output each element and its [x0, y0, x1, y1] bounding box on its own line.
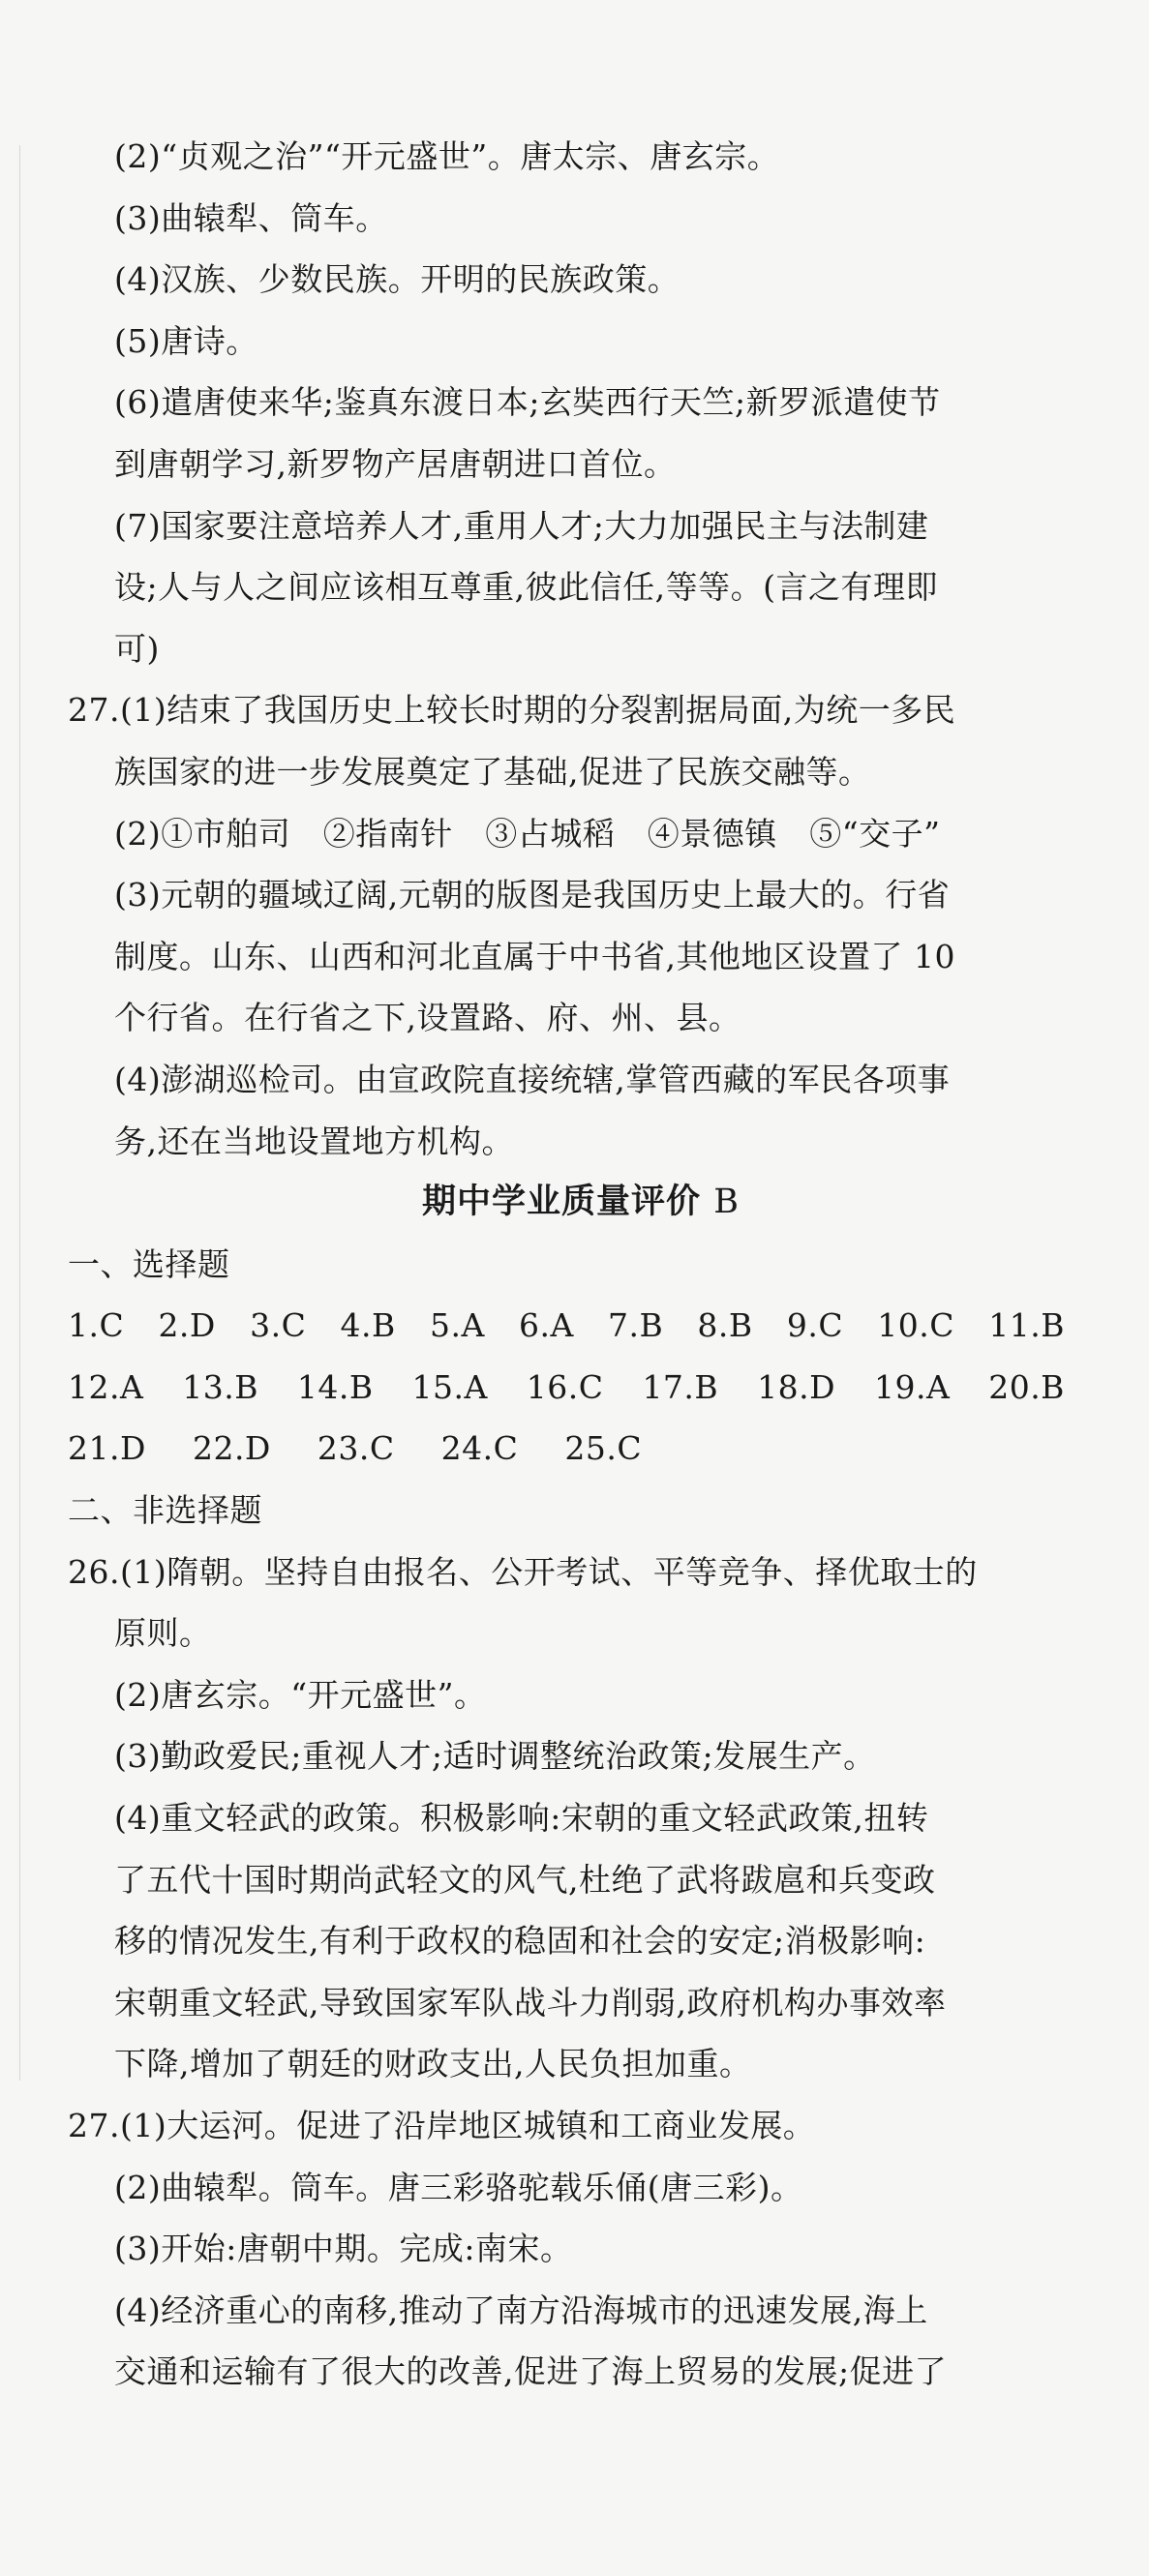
answer-item: 11.B: [988, 1306, 1065, 1345]
text-line: 下降,增加了朝廷的财政支出,人民负担加重。: [114, 2045, 752, 2083]
section-heading-nonchoice: 二、非选择题: [68, 1491, 262, 1530]
answer-item: 10.C: [877, 1306, 955, 1345]
answer-item: 12.A: [68, 1367, 144, 1406]
text-line: 到唐朝学习,新罗物产居唐朝进口首位。: [114, 444, 677, 483]
text-line: 原则。: [114, 1614, 212, 1653]
text-line: 宋朝重文轻武,导致国家军队战斗力削弱,政府机构办事效率: [114, 1983, 947, 2022]
text-line: (2)“贞观之治”“开元盛世”。唐太宗、唐玄宗。: [114, 137, 780, 175]
text-line: 可): [114, 629, 160, 668]
text-line: (4)经济重心的南移,推动了南方沿海城市的迅速发展,海上: [114, 2291, 928, 2329]
answer-item: 16.C: [526, 1367, 604, 1406]
answer-item: 13.B: [182, 1367, 258, 1406]
text-line: (2)曲辕犁。筒车。唐三彩骆驼载乐俑(唐三彩)。: [114, 2168, 803, 2206]
question-27-start: 27.(1)结束了我国历史上较长时期的分裂割据局面,为统一多民: [68, 691, 956, 730]
text-line: (4)重文轻武的政策。积极影响:宋朝的重文轻武政策,扭转: [114, 1799, 929, 1838]
answer-item: 21.D: [68, 1429, 146, 1468]
answers-row-2: [68, 1357, 1094, 1419]
section-heading-choice: 一、选择题: [68, 1244, 230, 1283]
question-27-start: 27.(1)大运河。促进了沿岸地区城镇和工商业发展。: [68, 2107, 816, 2144]
answer-item: 24.C: [440, 1429, 519, 1468]
text-line: (7)国家要注意培养人才,重用人才;大力加强民主与法制建: [114, 506, 929, 545]
answer-item: 6.A: [518, 1306, 574, 1345]
page-edge-line: [19, 145, 20, 2081]
text-line: 务,还在当地设置地方机构。: [114, 1122, 514, 1160]
text-line: (5)唐诗。: [114, 321, 258, 360]
answer-item: 14.B: [296, 1367, 374, 1406]
answers-row-1: [68, 1295, 1094, 1357]
answer-item: 18.D: [757, 1367, 836, 1406]
answer-item: 22.D: [192, 1429, 271, 1468]
text-line: (2)唐玄宗。“开元盛世”。: [114, 1675, 487, 1714]
text-line: (6)遣唐使来华;鉴真东渡日本;玄奘西行天竺;新罗派遣使节: [114, 383, 941, 422]
section-title-text: 期中学业质量评价: [422, 1183, 702, 1222]
text-line: (3)开始:唐朝中期。完成:南宋。: [114, 2230, 573, 2268]
answer-item: 20.B: [988, 1367, 1065, 1406]
answer-item: 17.B: [642, 1367, 719, 1406]
text-line: 制度。山东、山西和河北直属于中书省,其他地区设置了 10: [114, 937, 955, 975]
text-line: 个行省。在行省之下,设置路、府、州、县。: [114, 999, 741, 1037]
text-line: 交通和运输有了很大的改善,促进了海上贸易的发展;促进了: [114, 2352, 948, 2391]
text-line: (3)勤政爱民;重视人才;适时调整统治政策;发展生产。: [114, 1737, 876, 1776]
text-line: 族国家的进一步发展奠定了基础,促进了民族交融等。: [114, 752, 871, 791]
answer-item: 9.C: [786, 1306, 844, 1345]
answers-row-3: [68, 1418, 1094, 1480]
answer-item: 3.C: [250, 1306, 307, 1345]
answer-item: 4.B: [340, 1306, 396, 1345]
answer-item: 1.C: [68, 1306, 125, 1345]
question-26-start: 26.(1)隋朝。坚持自由报名、公开考试、平等竞争、择优取士的: [68, 1552, 978, 1591]
page-content: [68, 126, 1094, 2403]
answer-item: 15.A: [411, 1367, 488, 1406]
answer-item: 8.B: [697, 1306, 753, 1345]
text-line: (3)曲辕犁、筒车。: [114, 198, 388, 237]
text-line: (2)①市舶司 ②指南针 ③占城稻 ④景德镇 ⑤“交子”: [114, 814, 941, 853]
text-line: (4)汉族、少数民族。开明的民族政策。: [114, 260, 680, 299]
answer-item: 5.A: [429, 1306, 485, 1345]
answer-item: 19.A: [873, 1367, 951, 1406]
text-line: (3)元朝的疆域辽阔,元朝的版图是我国历史上最大的。行省: [114, 876, 951, 914]
text-line: 移的情况发生,有利于政权的稳固和社会的安定;消极影响:: [114, 1922, 926, 1961]
text-line: 了五代十国时期尚武轻文的风气,杜绝了武将跋扈和兵变政: [114, 1860, 936, 1899]
answer-item: 25.C: [564, 1429, 643, 1468]
answer-item: 23.C: [317, 1429, 395, 1468]
section-title-suffix: B: [713, 1183, 740, 1222]
text-line: 设;人与人之间应该相互尊重,彼此信任,等等。(言之有理即: [114, 568, 938, 607]
section-title: [68, 1172, 1094, 1234]
answer-item: 7.B: [607, 1306, 664, 1345]
answer-item: 2.D: [158, 1306, 216, 1345]
text-line: (4)澎湖巡检司。由宣政院直接统辖,掌管西藏的军民各项事: [114, 1060, 951, 1098]
